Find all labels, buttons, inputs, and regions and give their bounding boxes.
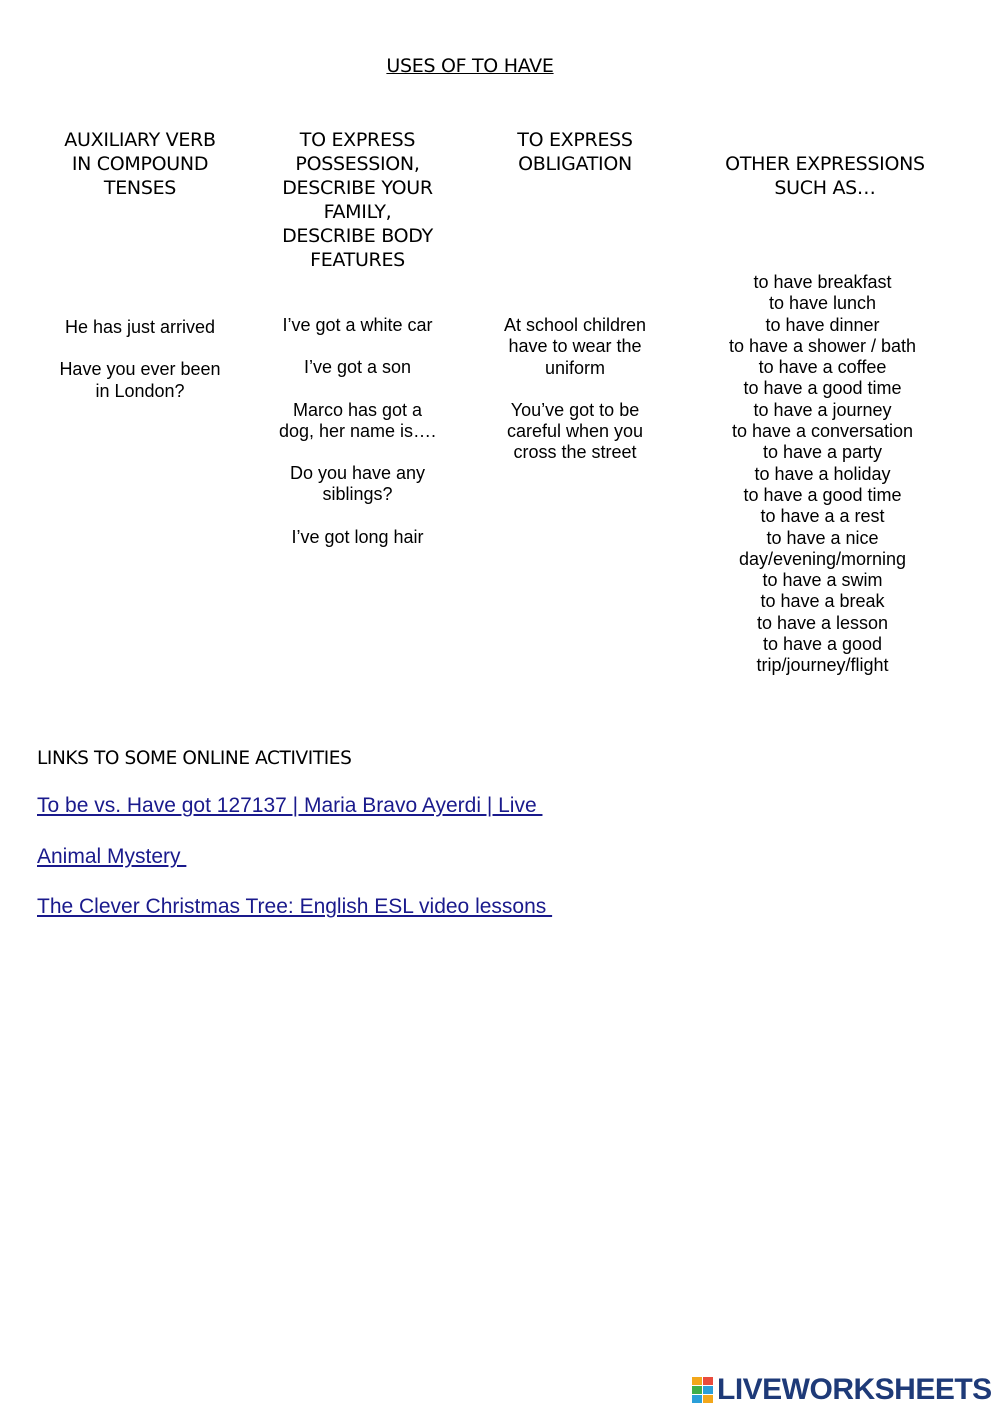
example-line: He has just arrived bbox=[64, 317, 216, 337]
link-clever-christmas-tree[interactable]: The Clever Christmas Tree: English ESL video lessons bbox=[37, 895, 553, 918]
example-line: careful when you bbox=[506, 421, 644, 442]
example-line: to have a break bbox=[760, 591, 885, 612]
example-line: to have a journey bbox=[753, 399, 892, 420]
example-line: I’ve got long hair bbox=[291, 526, 424, 547]
heading-line: FAMILY, bbox=[323, 201, 392, 223]
example-line: uniform bbox=[544, 357, 606, 378]
example-line: to have a lesson bbox=[756, 612, 889, 633]
example-line: to have lunch bbox=[768, 293, 877, 314]
heading-line: POSSESSION, bbox=[295, 153, 420, 175]
example-line: to have a good time bbox=[743, 484, 902, 505]
example-line: dog, her name is…. bbox=[278, 420, 437, 441]
example-line: I’ve got a son bbox=[303, 357, 412, 378]
example-line: to have breakfast bbox=[753, 272, 892, 292]
column-examples-other-expressions bbox=[705, 272, 940, 677]
example-line: have to wear the bbox=[508, 336, 642, 357]
heading-line: DESCRIBE YOUR bbox=[282, 177, 433, 199]
example-line: siblings? bbox=[322, 484, 393, 505]
example-line: day/evening/morning bbox=[738, 548, 907, 569]
example-line: in London? bbox=[95, 380, 185, 401]
column-examples-auxiliary bbox=[35, 317, 245, 402]
example-line: to have a nice bbox=[766, 527, 879, 548]
example-line: to have a a rest bbox=[760, 506, 885, 527]
example-line: Have you ever been bbox=[59, 359, 221, 380]
link-animal-mystery[interactable]: Animal Mystery bbox=[37, 845, 187, 868]
link-to-be-vs-have-got[interactable]: To be vs. Have got 127137 | Maria Bravo Ayerdi | Live bbox=[37, 794, 543, 817]
page-title: USES OF TO HAVE bbox=[386, 55, 554, 77]
brand-name: LIVEWORKSHEETS bbox=[717, 1373, 992, 1406]
example-line: to have a holiday bbox=[754, 463, 891, 484]
heading-line: TO EXPRESS bbox=[517, 129, 633, 151]
brand-logo bbox=[692, 1372, 992, 1408]
example-line: At school children bbox=[503, 315, 647, 335]
heading-line: TO EXPRESS bbox=[299, 129, 416, 151]
heading-line: IN COMPOUND bbox=[71, 153, 209, 175]
column-examples-obligation bbox=[475, 315, 675, 464]
example-line: to have a swim bbox=[762, 570, 883, 591]
heading-line: OBLIGATION bbox=[518, 153, 632, 175]
heading-line: SUCH AS… bbox=[774, 177, 876, 199]
heading-line: DESCRIBE BODY bbox=[282, 225, 433, 247]
column-heading-other-expressions bbox=[705, 152, 945, 200]
example-line: to have a shower / bath bbox=[728, 335, 917, 356]
example-line: to have dinner bbox=[765, 314, 880, 335]
column-examples-possession bbox=[255, 315, 460, 548]
example-line: I’ve got a white car bbox=[282, 315, 433, 335]
links-heading: LINKS TO SOME ONLINE ACTIVITIES bbox=[37, 748, 352, 769]
column-heading-obligation bbox=[475, 128, 675, 176]
example-line: to have a coffee bbox=[758, 357, 887, 378]
example-line: You’ve got to be bbox=[510, 399, 640, 420]
example-line: to have a party bbox=[762, 442, 883, 463]
heading-line: TENSES bbox=[103, 177, 177, 199]
example-line: trip/journey/flight bbox=[756, 655, 889, 676]
liveworksheets-logo-icon bbox=[692, 1377, 714, 1403]
example-line: to have a good time bbox=[743, 378, 902, 399]
example-line: to have a good bbox=[762, 634, 883, 655]
column-heading-possession bbox=[255, 128, 460, 272]
column-heading-auxiliary bbox=[40, 128, 240, 200]
heading-line: OTHER EXPRESSIONS bbox=[725, 153, 925, 175]
heading-line: FEATURES bbox=[310, 249, 405, 271]
heading-line: AUXILIARY VERB bbox=[64, 129, 216, 151]
example-line: Do you have any bbox=[289, 463, 426, 484]
example-line: to have a conversation bbox=[731, 421, 914, 442]
example-line: Marco has got a bbox=[292, 399, 423, 420]
example-line: cross the street bbox=[513, 442, 637, 463]
